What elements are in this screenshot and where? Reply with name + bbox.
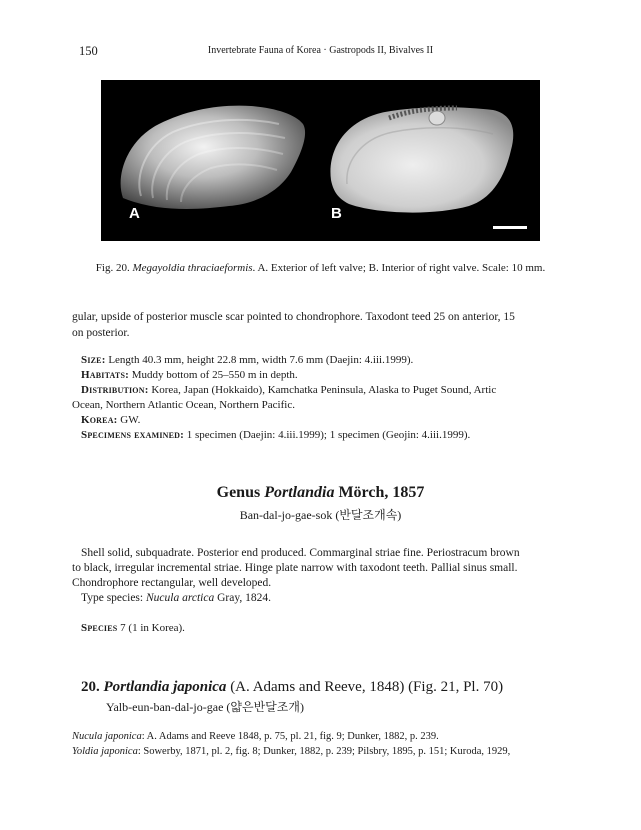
genus-prefix: Genus bbox=[216, 484, 261, 501]
species-number: 20. bbox=[81, 679, 100, 695]
habitats-label: Habitats: bbox=[81, 369, 129, 381]
korea-text: GW. bbox=[120, 414, 141, 426]
figure-label-a: A bbox=[129, 205, 140, 222]
caption-species: Megayoldia thraciaeformis bbox=[132, 262, 253, 274]
caption-prefix: Fig. 20. bbox=[95, 262, 130, 274]
size-field bbox=[81, 353, 571, 368]
page-number: 150 bbox=[79, 44, 98, 58]
distribution-field bbox=[81, 383, 571, 398]
specimens-label: Specimens examined: bbox=[81, 429, 185, 441]
genus-description-line2: to black, irregular incremental striae. Hinge plate narrow with taxodont teeth. Pallial sinus small. bbox=[72, 562, 518, 574]
size-text: Length 40.3 mm, height 22.8 mm, width 7.6 mm (Daejin: 4.iii.1999). bbox=[108, 354, 414, 366]
species-korean-name: Yalb-eun-ban-dal-jo-gae (얇은반달조개) bbox=[106, 700, 304, 714]
species-count-text: 7 (1 in Korea). bbox=[120, 622, 185, 634]
continued-description-line1: gular, upside of posterior muscle scar pointed to chondrophore. Taxodont teed 25 on anterior, 15 bbox=[72, 311, 515, 323]
species-heading bbox=[81, 679, 503, 696]
synonym-2 bbox=[72, 745, 582, 759]
shell-b-interior bbox=[330, 107, 513, 212]
genus-description-line1: Shell solid, subquadrate. Posterior end produced. Commarginal striae fine. Periostracum brown bbox=[81, 547, 520, 559]
synonym-1-text: : A. Adams and Reeve 1848, p. 75, pl. 21, fig. 9; Dunker, 1882, p. 239. bbox=[141, 731, 439, 742]
synonym-2-text: : Sowerby, 1871, pl. 2, fig. 8; Dunker, 1882, p. 239; Pilsbry, 1895, p. 151; Kuroda, 1929, bbox=[137, 746, 511, 757]
caption-text: . A. Exterior of left valve; B. Interior of right valve. Scale: 10 mm. bbox=[252, 262, 546, 274]
shell-photographs bbox=[101, 80, 540, 241]
synonym-1-name: Nucula japonica bbox=[72, 731, 142, 742]
type-species-line bbox=[81, 591, 571, 606]
genus-name: Portlandia bbox=[264, 484, 335, 501]
habitats-field bbox=[81, 368, 571, 383]
synonym-1 bbox=[72, 730, 582, 744]
species-count-label: Species bbox=[81, 622, 118, 634]
habitats-text: Muddy bottom of 25–550 m in depth. bbox=[131, 369, 298, 381]
scale-bar bbox=[493, 226, 527, 229]
size-label: Size: bbox=[81, 354, 106, 366]
running-title: Invertebrate Fauna of Korea · Gastropods II, Bivalves II bbox=[207, 45, 434, 56]
distribution-label: Distribution: bbox=[81, 384, 149, 396]
type-species-label: Type species: bbox=[81, 592, 144, 604]
figure-caption bbox=[0, 262, 641, 274]
continued-description-line2: on posterior. bbox=[72, 327, 130, 339]
species-author: (A. Adams and Reeve, 1848) (Fig. 21, Pl. 70) bbox=[230, 679, 504, 695]
genus-heading bbox=[0, 484, 641, 502]
figure-label-b: B bbox=[331, 205, 342, 222]
type-species-name: Nucula arctica bbox=[145, 592, 215, 604]
specimens-text: 1 specimen (Daejin: 4.iii.1999); 1 specimen (Geojin: 4.iii.1999). bbox=[186, 429, 471, 441]
species-name: Portlandia japonica bbox=[103, 679, 227, 695]
genus-author: Mörch, 1857 bbox=[338, 484, 425, 501]
type-species-author: Gray, 1824. bbox=[217, 592, 271, 604]
korea-field bbox=[81, 413, 571, 428]
distribution-text-line2: Ocean, Northern Atlantic Ocean, Northern Pacific. bbox=[72, 399, 295, 411]
shell-figure bbox=[101, 80, 540, 241]
genus-description-line3: Chondrophore rectangular, well developed. bbox=[72, 577, 272, 589]
genus-korean-name: Ban-dal-jo-gae-sok (반달조개속) bbox=[239, 508, 402, 522]
specimens-field bbox=[81, 428, 571, 443]
korea-label: Korea: bbox=[81, 414, 118, 426]
synonym-2-name: Yoldia japonica bbox=[72, 746, 138, 757]
distribution-text: Korea, Japan (Hokkaido), Kamchatka Peninsula, Alaska to Puget Sound, Artic bbox=[151, 384, 497, 396]
shell-a-exterior bbox=[121, 106, 305, 209]
species-count-field bbox=[81, 621, 571, 636]
